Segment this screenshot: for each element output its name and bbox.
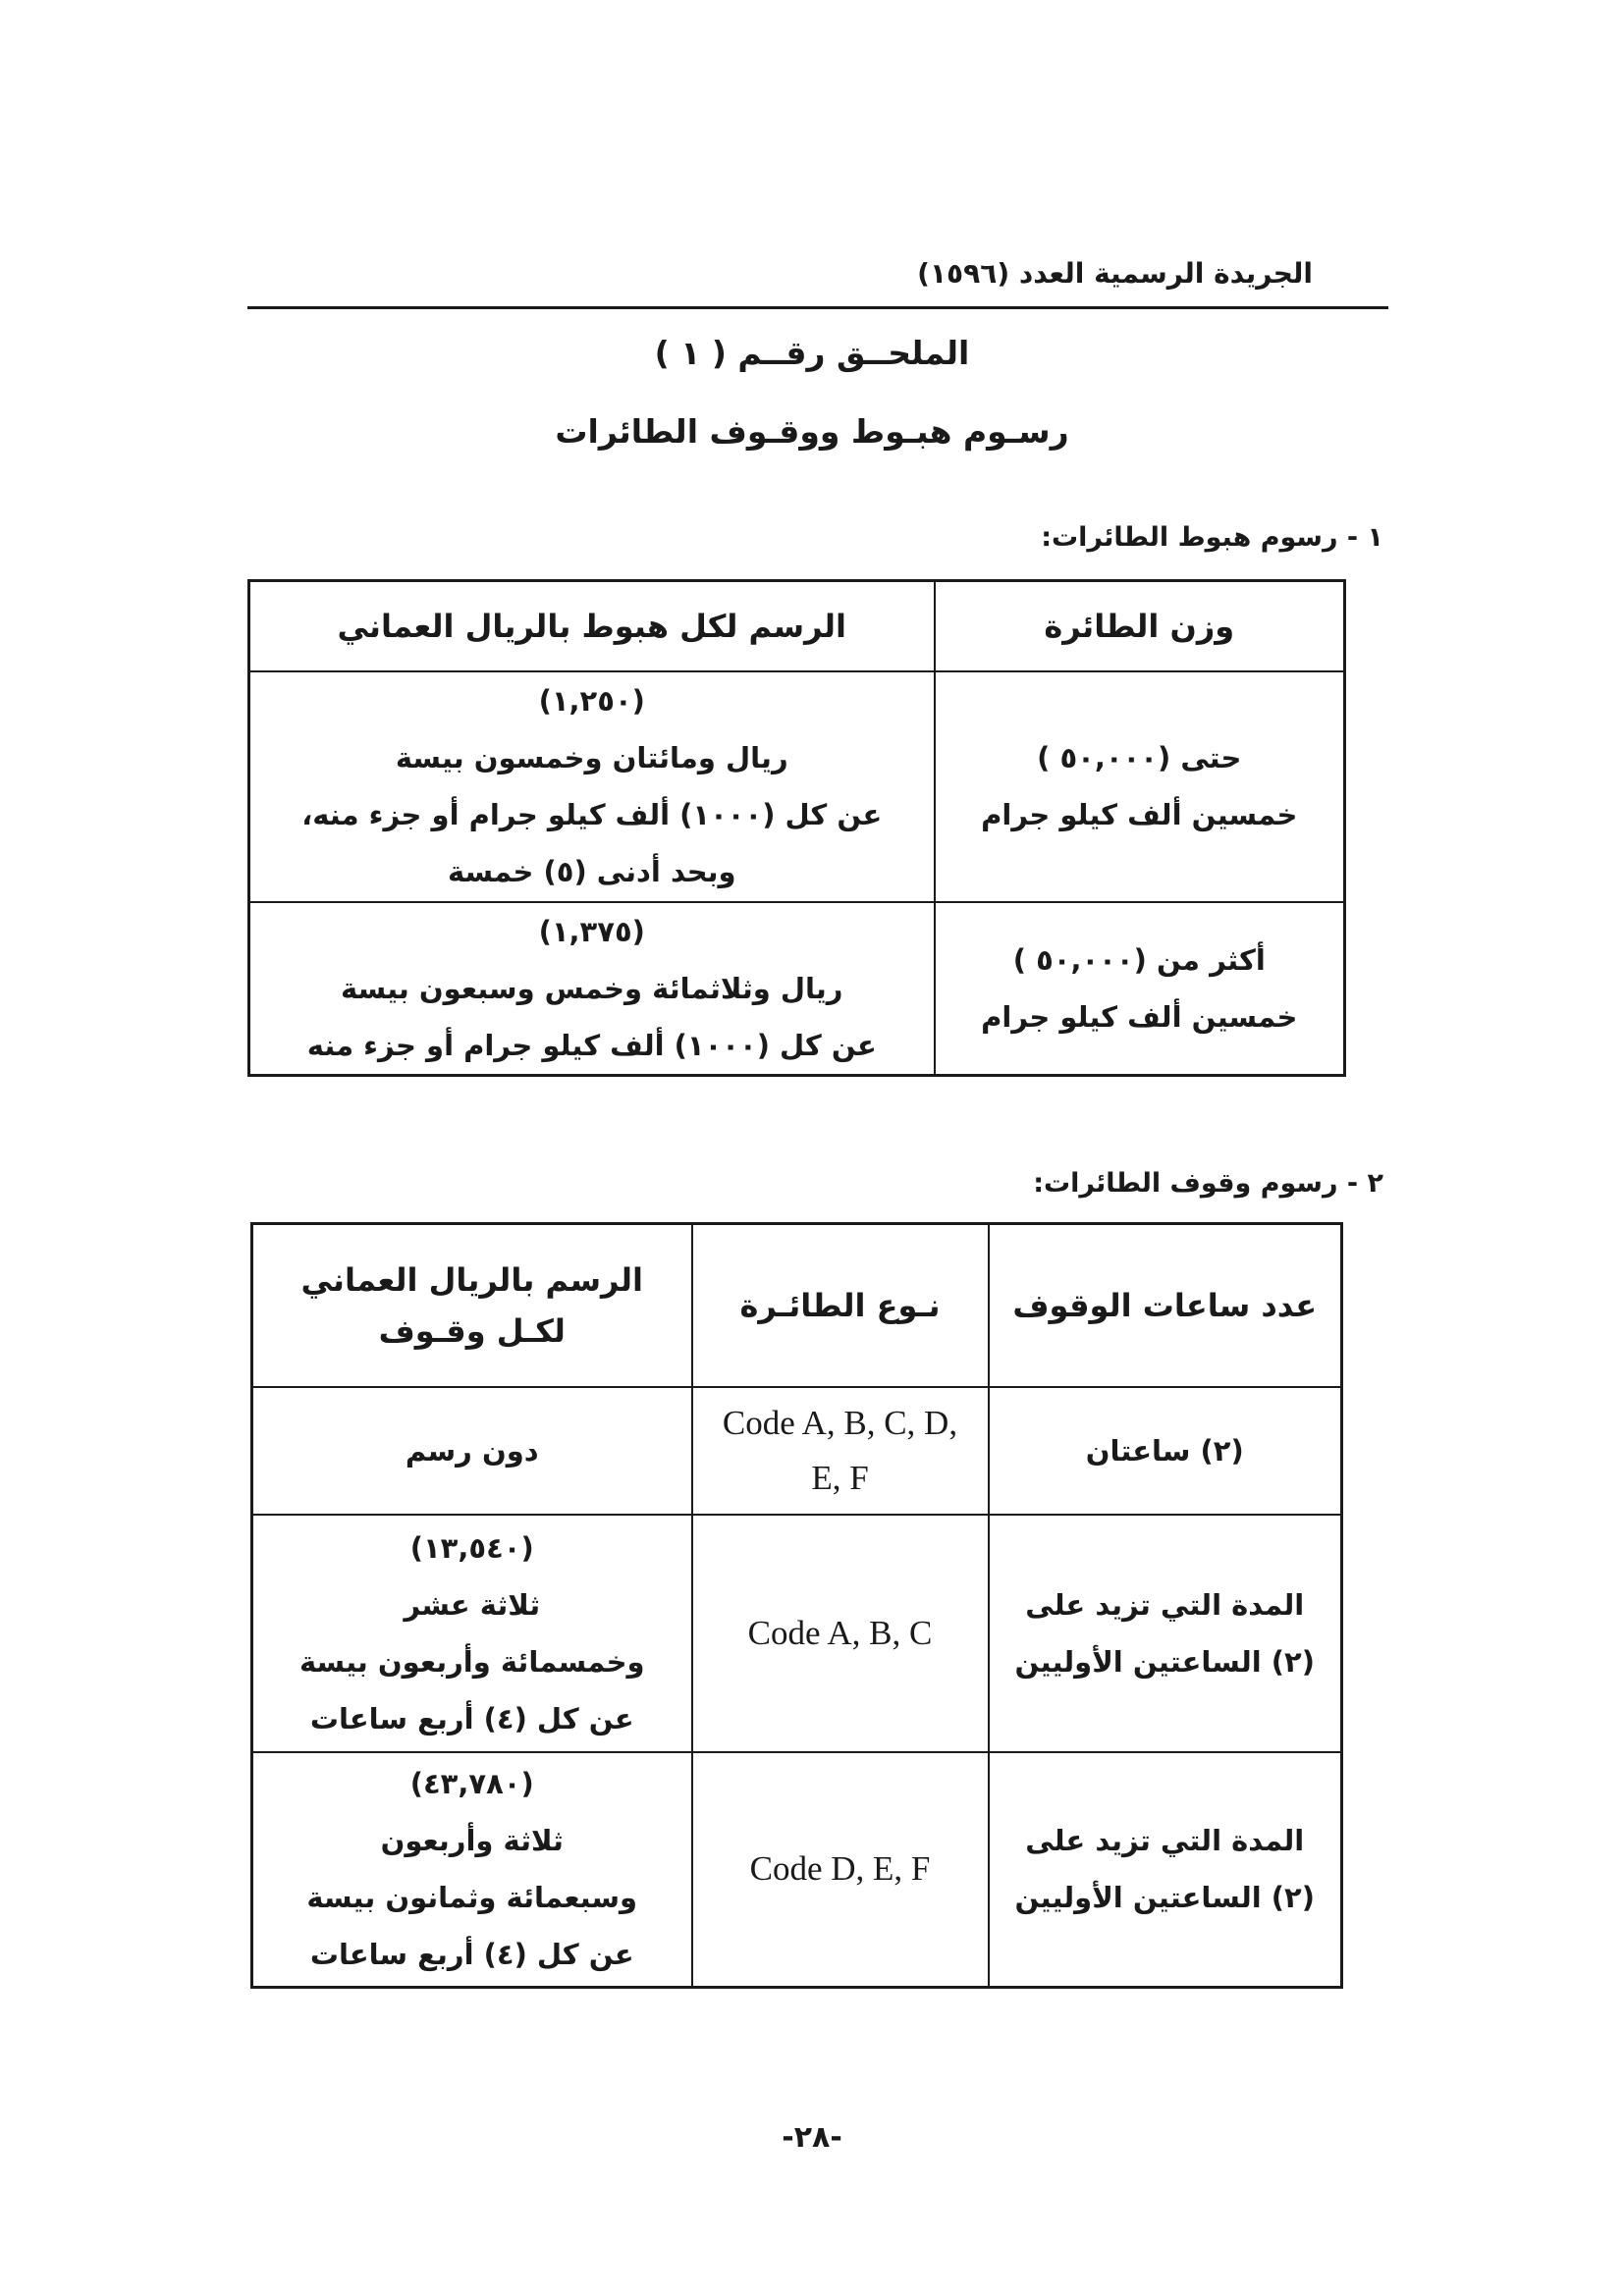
cell-line: وسبعمائة وثمانون بيسة (306, 1881, 638, 1915)
cell-line: Code A, B, C (747, 1613, 933, 1652)
hours-cell (989, 1515, 1342, 1752)
cell-line: Code D, E, F (749, 1849, 931, 1889)
fee-cell (249, 902, 935, 1076)
cell-line: عن كل (١٠٠٠) ألف كيلو جرام أو جزء منه، (301, 798, 883, 831)
cell-line: خمسين ألف كيلو جرام (981, 999, 1298, 1034)
cell-line: ثلاثة عشر (404, 1587, 541, 1622)
fee-cell (252, 1752, 692, 1988)
table-row (252, 1387, 1342, 1515)
cell-line: المدة التي تزيد على (1025, 1824, 1305, 1858)
table-row (249, 902, 1345, 1076)
column-header-parking-hours (989, 1224, 1342, 1387)
cell-line: عن كل (٤) أربع ساعات (309, 1938, 634, 1972)
table-header-row (252, 1224, 1342, 1387)
header-rule (247, 306, 1388, 309)
fee-cell (252, 1387, 692, 1515)
cell-line: أكثر من (٥٠,٠٠٠ ) (1012, 942, 1266, 977)
aircraft-type-cell (692, 1515, 989, 1752)
weight-cell (935, 671, 1345, 902)
fee-cell (249, 671, 935, 902)
cell-line: E, F (811, 1458, 869, 1497)
cell-line: (٢) الساعتين الأوليين (1014, 1644, 1315, 1679)
aircraft-type-cell (692, 1752, 989, 1988)
cell-line: ريال ومائتان وخمسون بيسة (395, 741, 788, 774)
cell-line: ريال وثلاثمائة وخمس وسبعون بيسة (340, 971, 843, 1005)
table-row (249, 671, 1345, 902)
cell-line: (٢) ساعتان (1085, 1433, 1244, 1468)
column-header-weight: وزن الطائرة (935, 581, 1345, 671)
cell-line: حتى (٥٠,٠٠٠ ) (1037, 741, 1242, 774)
section-2-label: ٢ - رسوم وقوف الطائرات: (1033, 1168, 1383, 1199)
cell-line: (١,٣٧٥) (538, 914, 645, 948)
appendix-title: الملحــق رقــم ( ١ ) (654, 334, 970, 372)
cell-line: Code A, B, C, D, (722, 1403, 958, 1442)
cell-line: وخمسمائة وأربعون بيسة (298, 1644, 645, 1679)
cell-line: نـوع الطائـرة (739, 1286, 941, 1324)
cell-line: دون رسم (405, 1433, 539, 1468)
parking-fees-table (250, 1222, 1343, 1989)
page-number: -٢٨- (782, 2120, 842, 2155)
column-header-landing-fee: الرسم لكل هبوط بالريال العماني (249, 581, 935, 671)
cell-line: لكـل وقـوف (378, 1311, 566, 1350)
cell-line: عن كل (٤) أربع ساعات (309, 1701, 634, 1735)
cell-line: عدد ساعات الوقوف (1012, 1286, 1318, 1324)
cell-line: المدة التي تزيد على (1025, 1587, 1305, 1622)
cell-line: وبحد أدنى (٥) خمسة (447, 855, 736, 888)
cell-line: (٤٣,٧٨٠) (409, 1767, 534, 1801)
document-subject: رسـوم هبـوط ووقـوف الطائرات (555, 412, 1069, 451)
cell-line: (٢) الساعتين الأوليين (1014, 1881, 1315, 1915)
fee-cell (252, 1515, 692, 1752)
table-header-row (249, 581, 1345, 671)
cell-line: (١٣,٥٤٠) (409, 1530, 534, 1565)
hours-cell (989, 1752, 1342, 1988)
cell-line: (١,٢٥٠) (538, 684, 645, 718)
hours-cell (989, 1387, 1342, 1515)
cell-line: الرسم بالريال العماني (300, 1260, 643, 1299)
section-1-label: ١ - رسوم هبوط الطائرات: (1041, 522, 1383, 553)
weight-cell (935, 902, 1345, 1076)
table-row (252, 1515, 1342, 1752)
column-header-parking-fee (252, 1224, 692, 1387)
running-head: الجريدة الرسمية العدد (١٥٩٦) (917, 257, 1313, 290)
table-row (252, 1752, 1342, 1988)
column-header-aircraft-type (692, 1224, 989, 1387)
landing-fees-table (247, 579, 1346, 1077)
cell-line: عن كل (١٠٠٠) ألف كيلو جرام أو جزء منه (306, 1028, 877, 1062)
cell-line: ثلاثة وأربعون (380, 1824, 564, 1858)
aircraft-type-cell (692, 1387, 989, 1515)
cell-line: خمسين ألف كيلو جرام (981, 798, 1298, 831)
